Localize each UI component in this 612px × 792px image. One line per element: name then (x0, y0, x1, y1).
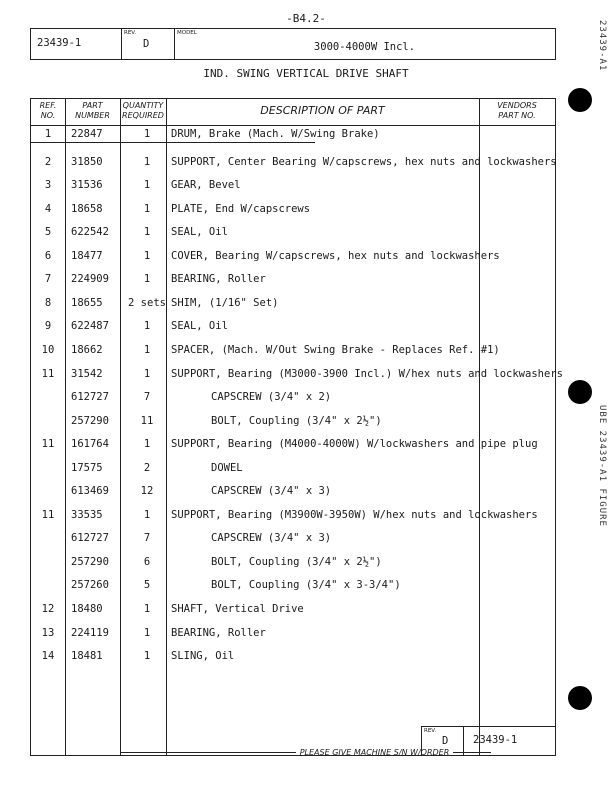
table-row (31, 507, 555, 523)
ref-number: 3 (44, 179, 52, 192)
binder-hole-top (568, 88, 592, 112)
page-number: -B4.2- (286, 12, 326, 25)
part-description: DRUM, Brake (Mach. W/Swing Brake) (171, 128, 380, 140)
table-row (31, 154, 555, 170)
part-number: 257290 (71, 555, 109, 568)
quantity: 11 (140, 414, 154, 427)
model-label: MODEL (177, 30, 197, 36)
col-header-qty: QUANTITY REQUIRED (122, 101, 164, 120)
quantity: 1 (143, 226, 151, 239)
part-number: 31542 (71, 367, 103, 380)
part-number: 257290 (71, 414, 109, 427)
footer-doc-number: 23439-1 (473, 734, 518, 746)
binder-hole-bottom (568, 686, 592, 710)
table-row (31, 483, 555, 499)
table-row (31, 460, 555, 476)
ref-number: 11 (41, 508, 55, 521)
part-number: 18481 (71, 650, 103, 663)
footer-note (0, 748, 612, 757)
quantity: 1 (143, 249, 151, 262)
part-number: 257260 (71, 579, 109, 592)
part-description: BOLT, Coupling (3/4" x 2½") (211, 555, 382, 568)
ref-number: 12 (41, 603, 55, 615)
ref-number: 9 (44, 320, 52, 333)
quantity: 7 (143, 532, 151, 545)
part-description: CAPSCREW (3/4" x 2) (211, 391, 332, 404)
table-row (31, 126, 555, 142)
part-number: 622542 (71, 226, 109, 239)
quantity: 1 (143, 320, 151, 333)
part-description: SUPPORT, Bearing (M3000-3900 Incl.) W/hex nuts and lockwashers (171, 367, 563, 380)
part-number: 224909 (71, 273, 109, 286)
quantity: 1 (143, 367, 151, 380)
col-header-desc: DESCRIPTION OF PART (260, 104, 385, 117)
quantity: 2 (143, 461, 151, 474)
quantity: 1 (143, 343, 151, 356)
doc-number: 23439-1 (37, 37, 82, 49)
quantity: 1 (143, 603, 151, 615)
table-row (31, 413, 555, 429)
part-number: 622487 (71, 320, 109, 333)
part-description: SHIM, (1/16" Set) (171, 296, 279, 309)
table-row (31, 366, 563, 382)
col-header-vendor: VENDORS PART NO. (497, 101, 537, 120)
part-description: SEAL, Oil (171, 226, 228, 239)
quantity: 5 (143, 579, 151, 592)
quantity: 12 (140, 485, 154, 498)
part-description: SUPPORT, Center Bearing W/capscrews, hex nuts and lockwashers (171, 155, 557, 168)
quantity: 1 (143, 273, 151, 286)
table-row (31, 625, 555, 641)
quantity: 1 (143, 202, 151, 215)
quantity: 2 sets (128, 296, 166, 309)
table-row (31, 577, 555, 593)
table-row (31, 248, 555, 264)
ref-number: 11 (41, 367, 55, 380)
rev-label: REV. (124, 30, 137, 36)
ref-number: 13 (41, 626, 55, 639)
table-row (31, 177, 555, 193)
part-description: COVER, Bearing W/capscrews, hex nuts and lockwashers (171, 249, 500, 262)
model-value: 3000-4000W Incl. (313, 41, 416, 53)
part-number: 18662 (71, 343, 103, 356)
quantity: 7 (143, 391, 151, 404)
part-description: GEAR, Bevel (171, 179, 241, 192)
part-number: 224119 (71, 626, 109, 639)
ref-number: 11 (41, 438, 55, 451)
part-description: BEARING, Roller (171, 273, 266, 286)
part-number: 612727 (71, 532, 109, 545)
col-header-part: PART NUMBER (75, 101, 110, 120)
side-margin-text: 23439-A1 (597, 20, 607, 72)
quantity: 1 (143, 155, 151, 168)
part-number: 612727 (71, 391, 109, 404)
table-row (31, 224, 555, 240)
side-margin-text-figure: UBE 23439-A1 FIGURE (597, 405, 607, 527)
table-row (31, 342, 555, 358)
part-description: DOWEL (211, 461, 243, 474)
ref-number: 14 (41, 650, 55, 663)
part-number: 613469 (71, 485, 109, 498)
binder-hole-middle (568, 380, 592, 404)
quantity: 1 (143, 508, 151, 521)
ref-number: 8 (44, 296, 52, 309)
part-description: SUPPORT, Bearing (M3900W-3950W) W/hex nuts and lockwashers (171, 508, 538, 521)
col-header-ref: REF. NO. (39, 101, 57, 120)
table-row (31, 601, 555, 617)
part-number: 18477 (71, 249, 103, 262)
footer-rev-value: D (442, 735, 449, 747)
ref-number: 4 (44, 202, 52, 215)
table-row (31, 295, 555, 311)
quantity: 1 (143, 650, 151, 663)
part-description: CAPSCREW (3/4" x 3) (211, 532, 332, 545)
table-row (31, 389, 555, 405)
header-box (30, 28, 556, 60)
part-description: SLING, Oil (171, 650, 235, 663)
part-number: 31536 (71, 179, 103, 192)
part-description: PLATE, End W/capscrews (171, 202, 311, 215)
rev-value: D (143, 38, 150, 50)
part-description: SUPPORT, Bearing (M4000-4000W) W/lockwashers and pipe plug (171, 438, 538, 451)
quantity: 1 (143, 128, 151, 140)
section-title: IND. SWING VERTICAL DRIVE SHAFT (203, 67, 409, 80)
ref-number: 10 (41, 343, 55, 356)
part-description: BOLT, Coupling (3/4" x 3-3/4") (211, 579, 401, 592)
table-row (31, 318, 555, 334)
parts-table (30, 98, 563, 756)
part-description: SEAL, Oil (171, 320, 228, 333)
part-description: CAPSCREW (3/4" x 3) (211, 485, 332, 498)
ref-number: 1 (44, 128, 52, 140)
table-row (31, 201, 555, 217)
ref-number: 6 (44, 249, 52, 262)
part-description: SPACER, (Mach. W/Out Swing Brake - Replaces Ref. #1) (171, 343, 500, 356)
part-description: SHAFT, Vertical Drive (171, 603, 304, 615)
ref-number: 7 (44, 273, 52, 286)
part-number: 22847 (71, 128, 103, 140)
part-description: BOLT, Coupling (3/4" x 2½") (211, 414, 382, 427)
part-number: 18655 (71, 296, 103, 309)
table-row (31, 436, 555, 452)
ref-number: 5 (44, 226, 52, 239)
table-row (31, 554, 555, 570)
table-row (31, 271, 555, 287)
quantity: 1 (143, 438, 151, 451)
footer-rev-label: REV. (424, 728, 437, 734)
ref-number: 2 (44, 155, 52, 168)
quantity: 6 (143, 555, 151, 568)
part-number: 17575 (71, 461, 103, 474)
part-number: 18658 (71, 202, 103, 215)
part-number: 31850 (71, 155, 103, 168)
table-row (31, 530, 555, 546)
part-number: 33535 (71, 508, 103, 521)
part-number: 18480 (71, 603, 103, 615)
quantity: 1 (143, 179, 151, 192)
part-description: BEARING, Roller (171, 626, 266, 639)
part-number: 161764 (71, 438, 109, 451)
table-row (31, 648, 555, 664)
quantity: 1 (143, 626, 151, 639)
footer-text: PLEASE GIVE MACHINE S/N W/ORDER (299, 748, 450, 757)
